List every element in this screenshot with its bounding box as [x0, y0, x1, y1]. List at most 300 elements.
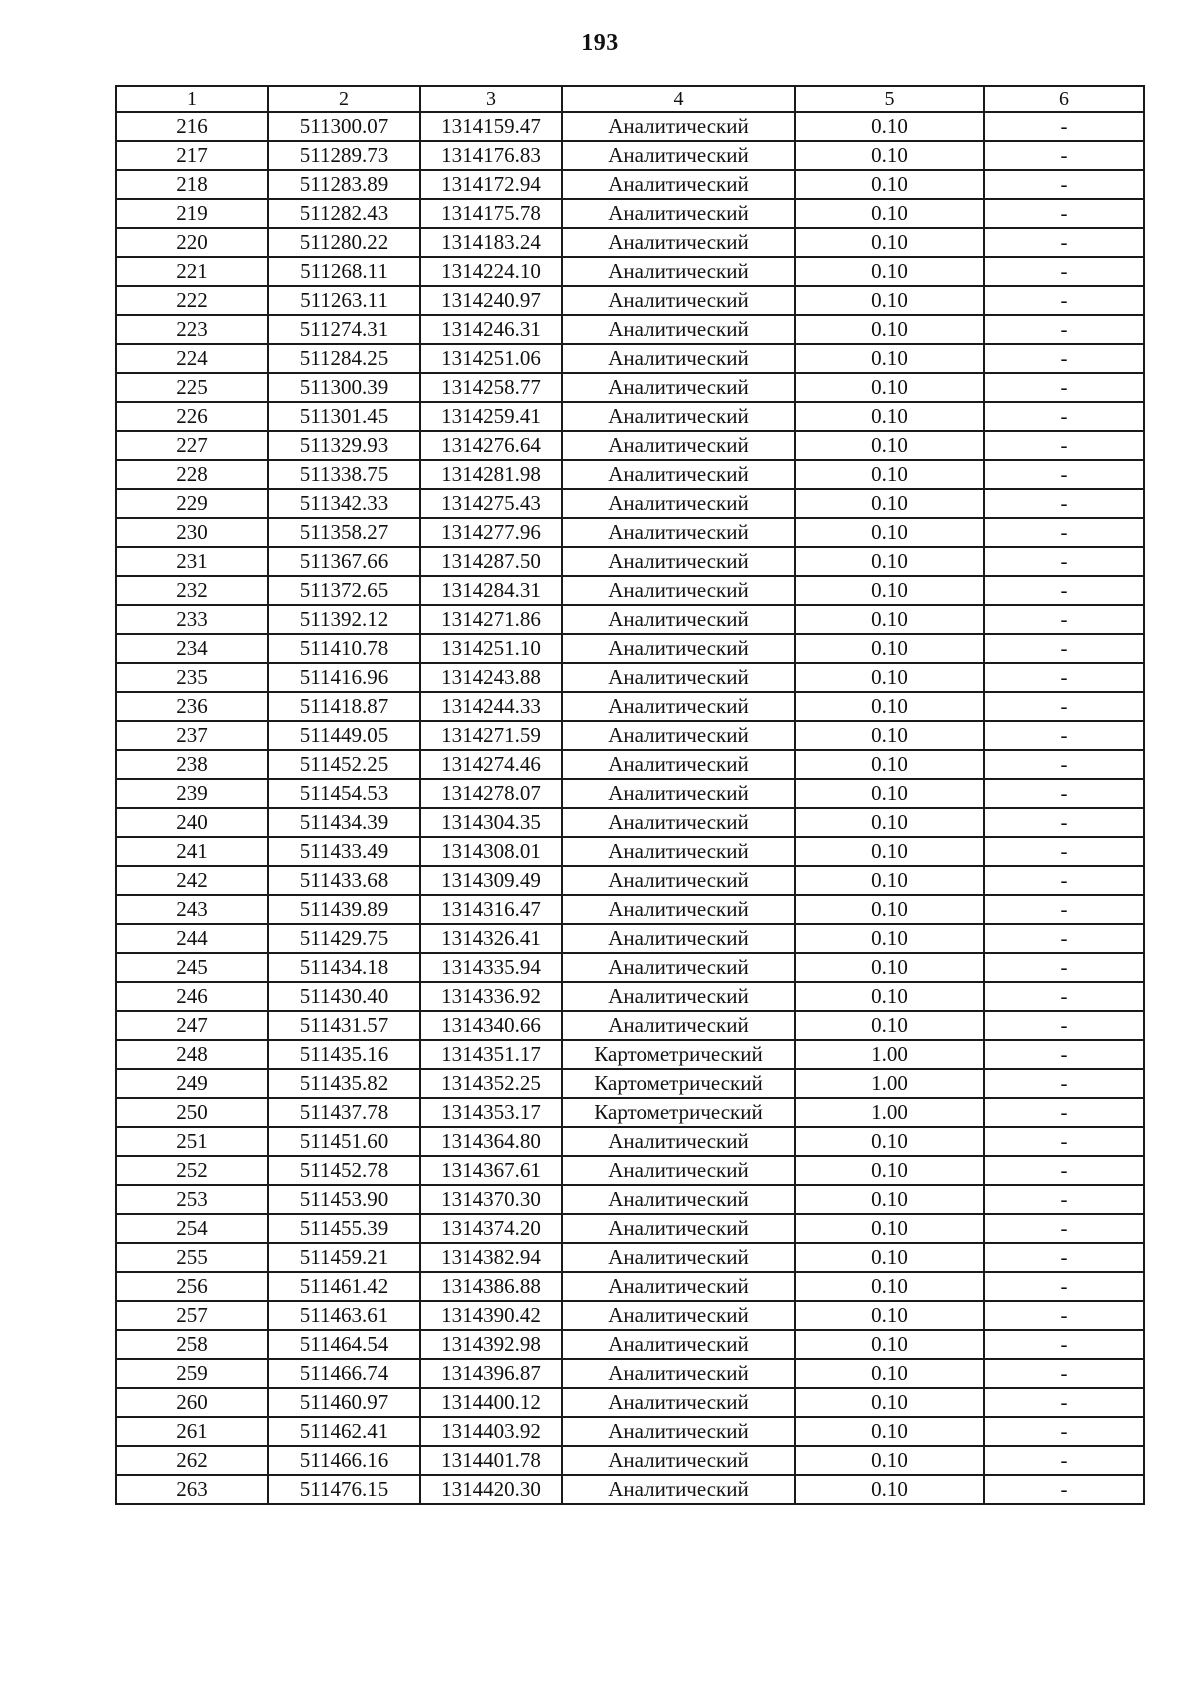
x-coordinate-cell: 511461.42: [268, 1272, 420, 1301]
x-coordinate-cell: 511464.54: [268, 1330, 420, 1359]
method-cell: Аналитический: [562, 402, 795, 431]
method-cell: Аналитический: [562, 1011, 795, 1040]
table-row: [116, 228, 1144, 257]
table-row: [116, 141, 1144, 170]
point-number-cell: 231: [116, 547, 268, 576]
table-row: [116, 170, 1144, 199]
table-row: [116, 1040, 1144, 1069]
point-number-cell: 246: [116, 982, 268, 1011]
note-cell: -: [984, 750, 1144, 779]
column-header: 3: [420, 86, 562, 112]
y-coordinate-cell: 1314281.98: [420, 460, 562, 489]
method-cell: Аналитический: [562, 112, 795, 141]
accuracy-cell: 0.10: [795, 547, 984, 576]
y-coordinate-cell: 1314159.47: [420, 112, 562, 141]
method-cell: Аналитический: [562, 518, 795, 547]
column-header: 1: [116, 86, 268, 112]
y-coordinate-cell: 1314176.83: [420, 141, 562, 170]
accuracy-cell: 0.10: [795, 344, 984, 373]
column-header: 2: [268, 86, 420, 112]
y-coordinate-cell: 1314309.49: [420, 866, 562, 895]
note-cell: -: [984, 431, 1144, 460]
accuracy-cell: 0.10: [795, 1359, 984, 1388]
accuracy-cell: 0.10: [795, 663, 984, 692]
note-cell: -: [984, 982, 1144, 1011]
y-coordinate-cell: 1314183.24: [420, 228, 562, 257]
method-cell: Аналитический: [562, 1301, 795, 1330]
table-row: [116, 315, 1144, 344]
accuracy-cell: 0.10: [795, 1214, 984, 1243]
x-coordinate-cell: 511476.15: [268, 1475, 420, 1504]
y-coordinate-cell: 1314403.92: [420, 1417, 562, 1446]
accuracy-cell: 0.10: [795, 1011, 984, 1040]
x-coordinate-cell: 511280.22: [268, 228, 420, 257]
table-row: [116, 982, 1144, 1011]
method-cell: Аналитический: [562, 141, 795, 170]
method-cell: Аналитический: [562, 460, 795, 489]
point-number-cell: 254: [116, 1214, 268, 1243]
note-cell: -: [984, 344, 1144, 373]
x-coordinate-cell: 511459.21: [268, 1243, 420, 1272]
method-cell: Аналитический: [562, 1185, 795, 1214]
x-coordinate-cell: 511434.39: [268, 808, 420, 837]
note-cell: -: [984, 1243, 1144, 1272]
point-number-cell: 248: [116, 1040, 268, 1069]
accuracy-cell: 0.10: [795, 1475, 984, 1504]
note-cell: -: [984, 315, 1144, 344]
y-coordinate-cell: 1314277.96: [420, 518, 562, 547]
y-coordinate-cell: 1314390.42: [420, 1301, 562, 1330]
accuracy-cell: 1.00: [795, 1098, 984, 1127]
note-cell: -: [984, 895, 1144, 924]
y-coordinate-cell: 1314396.87: [420, 1359, 562, 1388]
note-cell: -: [984, 1127, 1144, 1156]
note-cell: -: [984, 257, 1144, 286]
method-cell: Аналитический: [562, 257, 795, 286]
table-row: [116, 1388, 1144, 1417]
x-coordinate-cell: 511410.78: [268, 634, 420, 663]
table-row: [116, 1156, 1144, 1185]
x-coordinate-cell: 511430.40: [268, 982, 420, 1011]
method-cell: Аналитический: [562, 1475, 795, 1504]
accuracy-cell: 0.10: [795, 1127, 984, 1156]
accuracy-cell: 0.10: [795, 721, 984, 750]
accuracy-cell: 0.10: [795, 518, 984, 547]
y-coordinate-cell: 1314364.80: [420, 1127, 562, 1156]
method-cell: Аналитический: [562, 170, 795, 199]
table-row: [116, 1127, 1144, 1156]
method-cell: Картометрический: [562, 1040, 795, 1069]
x-coordinate-cell: 511466.16: [268, 1446, 420, 1475]
point-number-cell: 253: [116, 1185, 268, 1214]
note-cell: -: [984, 1214, 1144, 1243]
x-coordinate-cell: 511268.11: [268, 257, 420, 286]
point-number-cell: 230: [116, 518, 268, 547]
point-number-cell: 256: [116, 1272, 268, 1301]
y-coordinate-cell: 1314400.12: [420, 1388, 562, 1417]
accuracy-cell: 0.10: [795, 895, 984, 924]
point-number-cell: 216: [116, 112, 268, 141]
x-coordinate-cell: 511431.57: [268, 1011, 420, 1040]
point-number-cell: 247: [116, 1011, 268, 1040]
method-cell: Аналитический: [562, 663, 795, 692]
point-number-cell: 225: [116, 373, 268, 402]
accuracy-cell: 0.10: [795, 402, 984, 431]
column-header: 4: [562, 86, 795, 112]
table-row: [116, 866, 1144, 895]
point-number-cell: 241: [116, 837, 268, 866]
note-cell: -: [984, 634, 1144, 663]
y-coordinate-cell: 1314304.35: [420, 808, 562, 837]
note-cell: -: [984, 460, 1144, 489]
y-coordinate-cell: 1314370.30: [420, 1185, 562, 1214]
table-row: [116, 605, 1144, 634]
x-coordinate-cell: 511300.07: [268, 112, 420, 141]
table-row: [116, 344, 1144, 373]
point-number-cell: 243: [116, 895, 268, 924]
x-coordinate-cell: 511283.89: [268, 170, 420, 199]
y-coordinate-cell: 1314392.98: [420, 1330, 562, 1359]
point-number-cell: 251: [116, 1127, 268, 1156]
table-row: [116, 663, 1144, 692]
note-cell: -: [984, 866, 1144, 895]
table-row: [116, 402, 1144, 431]
accuracy-cell: 0.10: [795, 1185, 984, 1214]
accuracy-cell: 1.00: [795, 1069, 984, 1098]
point-number-cell: 234: [116, 634, 268, 663]
note-cell: -: [984, 605, 1144, 634]
point-number-cell: 223: [116, 315, 268, 344]
note-cell: -: [984, 286, 1144, 315]
table-row: [116, 1330, 1144, 1359]
accuracy-cell: 0.10: [795, 460, 984, 489]
accuracy-cell: 0.10: [795, 953, 984, 982]
accuracy-cell: 0.10: [795, 315, 984, 344]
point-number-cell: 217: [116, 141, 268, 170]
x-coordinate-cell: 511301.45: [268, 402, 420, 431]
y-coordinate-cell: 1314352.25: [420, 1069, 562, 1098]
point-number-cell: 240: [116, 808, 268, 837]
note-cell: -: [984, 1040, 1144, 1069]
table-row: [116, 953, 1144, 982]
point-number-cell: 262: [116, 1446, 268, 1475]
note-cell: -: [984, 489, 1144, 518]
y-coordinate-cell: 1314326.41: [420, 924, 562, 953]
point-number-cell: 244: [116, 924, 268, 953]
y-coordinate-cell: 1314316.47: [420, 895, 562, 924]
y-coordinate-cell: 1314374.20: [420, 1214, 562, 1243]
table-row: [116, 547, 1144, 576]
note-cell: -: [984, 228, 1144, 257]
x-coordinate-cell: 511452.78: [268, 1156, 420, 1185]
point-number-cell: 260: [116, 1388, 268, 1417]
method-cell: Аналитический: [562, 1446, 795, 1475]
x-coordinate-cell: 511434.18: [268, 953, 420, 982]
point-number-cell: 259: [116, 1359, 268, 1388]
y-coordinate-cell: 1314367.61: [420, 1156, 562, 1185]
note-cell: -: [984, 373, 1144, 402]
x-coordinate-cell: 511452.25: [268, 750, 420, 779]
accuracy-cell: 0.10: [795, 1243, 984, 1272]
accuracy-cell: 0.10: [795, 605, 984, 634]
y-coordinate-cell: 1314274.46: [420, 750, 562, 779]
y-coordinate-cell: 1314271.86: [420, 605, 562, 634]
note-cell: -: [984, 924, 1144, 953]
accuracy-cell: 0.10: [795, 750, 984, 779]
y-coordinate-cell: 1314340.66: [420, 1011, 562, 1040]
y-coordinate-cell: 1314259.41: [420, 402, 562, 431]
method-cell: Аналитический: [562, 808, 795, 837]
x-coordinate-cell: 511372.65: [268, 576, 420, 605]
table-row: [116, 1359, 1144, 1388]
accuracy-cell: 0.10: [795, 576, 984, 605]
x-coordinate-cell: 511439.89: [268, 895, 420, 924]
y-coordinate-cell: 1314258.77: [420, 373, 562, 402]
table-row: [116, 895, 1144, 924]
point-number-cell: 258: [116, 1330, 268, 1359]
y-coordinate-cell: 1314284.31: [420, 576, 562, 605]
note-cell: -: [984, 837, 1144, 866]
accuracy-cell: 0.10: [795, 373, 984, 402]
point-number-cell: 228: [116, 460, 268, 489]
y-coordinate-cell: 1314240.97: [420, 286, 562, 315]
point-number-cell: 224: [116, 344, 268, 373]
x-coordinate-cell: 511342.33: [268, 489, 420, 518]
note-cell: -: [984, 1069, 1144, 1098]
accuracy-cell: 0.10: [795, 1446, 984, 1475]
note-cell: -: [984, 141, 1144, 170]
x-coordinate-cell: 511338.75: [268, 460, 420, 489]
x-coordinate-cell: 511453.90: [268, 1185, 420, 1214]
table-row: [116, 808, 1144, 837]
x-coordinate-cell: 511463.61: [268, 1301, 420, 1330]
note-cell: -: [984, 779, 1144, 808]
y-coordinate-cell: 1314351.17: [420, 1040, 562, 1069]
accuracy-cell: 0.10: [795, 170, 984, 199]
x-coordinate-cell: 511455.39: [268, 1214, 420, 1243]
note-cell: -: [984, 1446, 1144, 1475]
note-cell: -: [984, 1301, 1144, 1330]
accuracy-cell: 0.10: [795, 228, 984, 257]
table-row: [116, 692, 1144, 721]
note-cell: -: [984, 576, 1144, 605]
point-number-cell: 245: [116, 953, 268, 982]
table-row: [116, 286, 1144, 315]
note-cell: -: [984, 1185, 1144, 1214]
method-cell: Аналитический: [562, 315, 795, 344]
point-number-cell: 233: [116, 605, 268, 634]
x-coordinate-cell: 511282.43: [268, 199, 420, 228]
method-cell: Аналитический: [562, 1156, 795, 1185]
y-coordinate-cell: 1314275.43: [420, 489, 562, 518]
x-coordinate-cell: 511454.53: [268, 779, 420, 808]
y-coordinate-cell: 1314382.94: [420, 1243, 562, 1272]
note-cell: -: [984, 1417, 1144, 1446]
method-cell: Аналитический: [562, 750, 795, 779]
point-number-cell: 252: [116, 1156, 268, 1185]
table-row: [116, 112, 1144, 141]
x-coordinate-cell: 511274.31: [268, 315, 420, 344]
point-number-cell: 227: [116, 431, 268, 460]
method-cell: Аналитический: [562, 953, 795, 982]
note-cell: -: [984, 1156, 1144, 1185]
table-row: [116, 750, 1144, 779]
x-coordinate-cell: 511289.73: [268, 141, 420, 170]
point-number-cell: 236: [116, 692, 268, 721]
accuracy-cell: 0.10: [795, 982, 984, 1011]
x-coordinate-cell: 511367.66: [268, 547, 420, 576]
point-number-cell: 220: [116, 228, 268, 257]
table-row: [116, 1214, 1144, 1243]
method-cell: Аналитический: [562, 547, 795, 576]
y-coordinate-cell: 1314278.07: [420, 779, 562, 808]
table-row: [116, 924, 1144, 953]
header-row: [116, 86, 1144, 112]
accuracy-cell: 0.10: [795, 199, 984, 228]
x-coordinate-cell: 511466.74: [268, 1359, 420, 1388]
method-cell: Аналитический: [562, 1243, 795, 1272]
table-row: [116, 779, 1144, 808]
note-cell: -: [984, 518, 1144, 547]
note-cell: -: [984, 1098, 1144, 1127]
note-cell: -: [984, 1330, 1144, 1359]
table-row: [116, 518, 1144, 547]
column-header: 6: [984, 86, 1144, 112]
point-number-cell: 237: [116, 721, 268, 750]
accuracy-cell: 0.10: [795, 286, 984, 315]
x-coordinate-cell: 511429.75: [268, 924, 420, 953]
table-row: [116, 1069, 1144, 1098]
table-row: [116, 1417, 1144, 1446]
accuracy-cell: 0.10: [795, 924, 984, 953]
accuracy-cell: 0.10: [795, 808, 984, 837]
y-coordinate-cell: 1314308.01: [420, 837, 562, 866]
note-cell: -: [984, 1359, 1144, 1388]
table-row: [116, 721, 1144, 750]
y-coordinate-cell: 1314353.17: [420, 1098, 562, 1127]
accuracy-cell: 0.10: [795, 1417, 984, 1446]
method-cell: Аналитический: [562, 431, 795, 460]
method-cell: Аналитический: [562, 605, 795, 634]
point-number-cell: 218: [116, 170, 268, 199]
note-cell: -: [984, 692, 1144, 721]
method-cell: Аналитический: [562, 1214, 795, 1243]
accuracy-cell: 0.10: [795, 489, 984, 518]
note-cell: -: [984, 1011, 1144, 1040]
x-coordinate-cell: 511433.68: [268, 866, 420, 895]
point-number-cell: 261: [116, 1417, 268, 1446]
note-cell: -: [984, 402, 1144, 431]
note-cell: -: [984, 663, 1144, 692]
method-cell: Аналитический: [562, 1272, 795, 1301]
y-coordinate-cell: 1314276.64: [420, 431, 562, 460]
x-coordinate-cell: 511433.49: [268, 837, 420, 866]
point-number-cell: 239: [116, 779, 268, 808]
method-cell: Аналитический: [562, 576, 795, 605]
accuracy-cell: 0.10: [795, 779, 984, 808]
table-row: [116, 257, 1144, 286]
x-coordinate-cell: 511284.25: [268, 344, 420, 373]
note-cell: -: [984, 1272, 1144, 1301]
note-cell: -: [984, 721, 1144, 750]
note-cell: -: [984, 808, 1144, 837]
method-cell: Аналитический: [562, 1417, 795, 1446]
point-number-cell: 226: [116, 402, 268, 431]
accuracy-cell: 0.10: [795, 634, 984, 663]
x-coordinate-cell: 511451.60: [268, 1127, 420, 1156]
point-number-cell: 235: [116, 663, 268, 692]
y-coordinate-cell: 1314336.92: [420, 982, 562, 1011]
y-coordinate-cell: 1314271.59: [420, 721, 562, 750]
point-number-cell: 250: [116, 1098, 268, 1127]
table-row: [116, 1475, 1144, 1504]
table-row: [116, 199, 1144, 228]
accuracy-cell: 0.10: [795, 1330, 984, 1359]
x-coordinate-cell: 511462.41: [268, 1417, 420, 1446]
method-cell: Аналитический: [562, 779, 795, 808]
x-coordinate-cell: 511460.97: [268, 1388, 420, 1417]
method-cell: Аналитический: [562, 895, 795, 924]
note-cell: -: [984, 1388, 1144, 1417]
method-cell: Аналитический: [562, 866, 795, 895]
point-number-cell: 255: [116, 1243, 268, 1272]
table-row: [116, 1446, 1144, 1475]
note-cell: -: [984, 112, 1144, 141]
table-body: [116, 112, 1144, 1504]
y-coordinate-cell: 1314246.31: [420, 315, 562, 344]
y-coordinate-cell: 1314251.10: [420, 634, 562, 663]
note-cell: -: [984, 953, 1144, 982]
table-header: [116, 86, 1144, 112]
y-coordinate-cell: 1314172.94: [420, 170, 562, 199]
x-coordinate-cell: 511358.27: [268, 518, 420, 547]
table-row: [116, 460, 1144, 489]
accuracy-cell: 0.10: [795, 141, 984, 170]
point-number-cell: 257: [116, 1301, 268, 1330]
point-number-cell: 242: [116, 866, 268, 895]
method-cell: Картометрический: [562, 1098, 795, 1127]
x-coordinate-cell: 511416.96: [268, 663, 420, 692]
y-coordinate-cell: 1314175.78: [420, 199, 562, 228]
x-coordinate-cell: 511437.78: [268, 1098, 420, 1127]
y-coordinate-cell: 1314386.88: [420, 1272, 562, 1301]
table-row: [116, 489, 1144, 518]
table-row: [116, 1243, 1144, 1272]
method-cell: Аналитический: [562, 721, 795, 750]
y-coordinate-cell: 1314244.33: [420, 692, 562, 721]
table-row: [116, 576, 1144, 605]
y-coordinate-cell: 1314420.30: [420, 1475, 562, 1504]
method-cell: Аналитический: [562, 228, 795, 257]
method-cell: Аналитический: [562, 1359, 795, 1388]
page-number: 193: [581, 30, 619, 56]
table-row: [116, 1185, 1144, 1214]
x-coordinate-cell: 511329.93: [268, 431, 420, 460]
method-cell: Аналитический: [562, 1330, 795, 1359]
y-coordinate-cell: 1314224.10: [420, 257, 562, 286]
method-cell: Аналитический: [562, 489, 795, 518]
method-cell: Аналитический: [562, 634, 795, 663]
table-row: [116, 1272, 1144, 1301]
column-header: 5: [795, 86, 984, 112]
method-cell: Аналитический: [562, 924, 795, 953]
method-cell: Аналитический: [562, 982, 795, 1011]
x-coordinate-cell: 511435.82: [268, 1069, 420, 1098]
table-row: [116, 373, 1144, 402]
table-row: [116, 837, 1144, 866]
point-number-cell: 249: [116, 1069, 268, 1098]
method-cell: Аналитический: [562, 692, 795, 721]
